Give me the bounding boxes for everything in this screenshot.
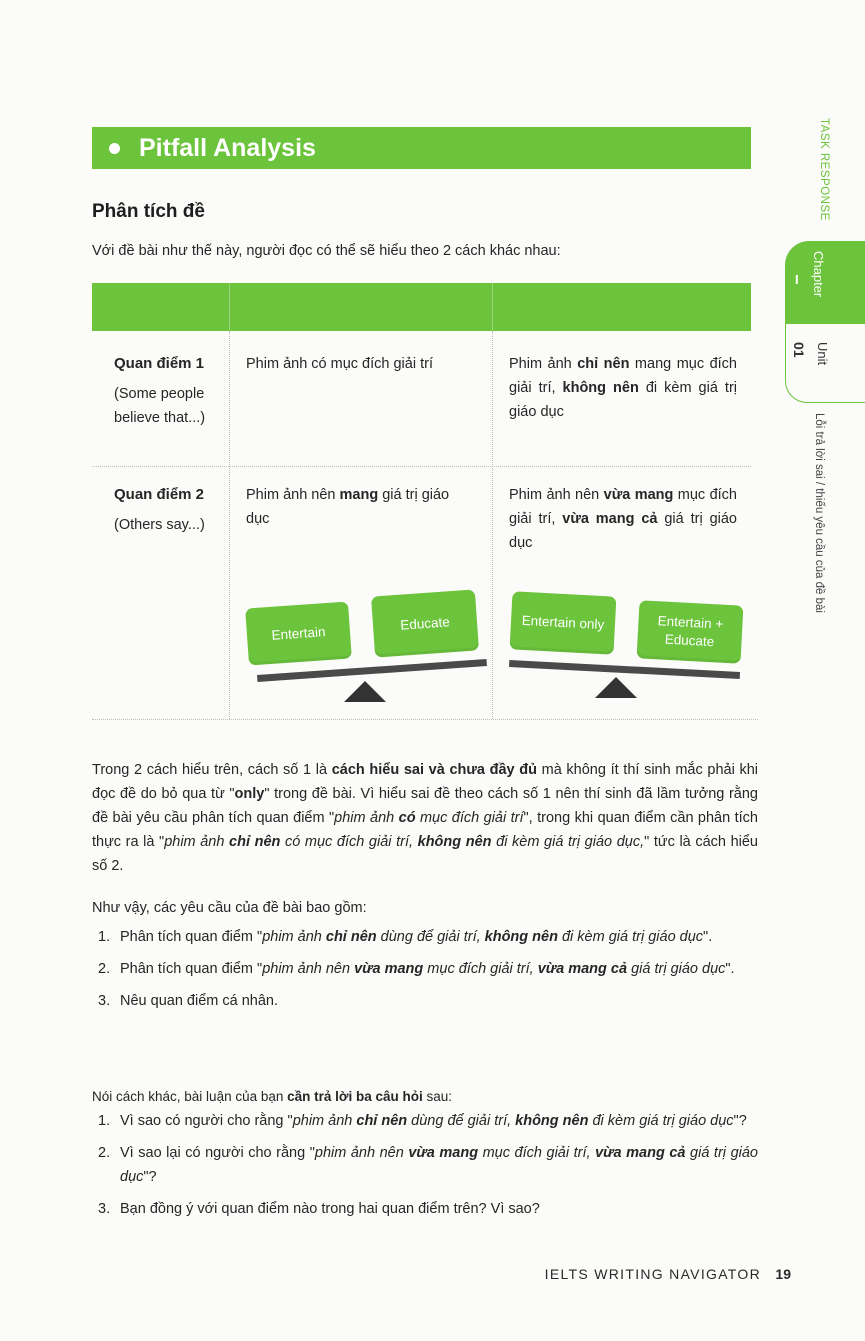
text-run: dùng để giải trí,: [376, 929, 485, 945]
text-run: " tức là cách hiểu số 2.: [92, 834, 758, 874]
requirements-list: [92, 925, 758, 1021]
text-run: Trong 2 cách hiểu trên, cách số 1 là: [92, 762, 332, 778]
section-banner: [92, 127, 751, 169]
list-number: 1.: [98, 1113, 111, 1129]
text-run: phim ảnh: [292, 1113, 357, 1129]
banner-title: Pitfall Analysis: [139, 133, 316, 162]
page-footer: [544, 1266, 791, 1282]
text-run: mục đích giải trí,: [423, 961, 538, 977]
list-item: [92, 1141, 758, 1189]
text-run: chỉ nên: [325, 929, 377, 945]
unit-label: Unit: [815, 342, 830, 366]
row1-label-cell: [114, 352, 224, 430]
row2-label-cell: [114, 483, 224, 537]
list-item: [92, 925, 758, 949]
row1-label: Quan điểm 1: [114, 355, 205, 372]
text-run: mang: [339, 487, 379, 503]
text-run: dùng để giải trí,: [407, 1113, 516, 1129]
list-number: 1.: [98, 929, 111, 945]
text-run: vừa mang cả: [595, 1145, 686, 1161]
text-run: chỉ nên: [356, 1113, 408, 1129]
text-run: Bạn đồng ý với quan điểm nào trong hai quan điểm trên? Vì sao?: [120, 1201, 540, 1217]
section-heading: Phân tích đề: [92, 201, 205, 222]
text-run: không nên: [484, 929, 558, 945]
text-run: đi kèm giá trị giáo dục,: [491, 834, 645, 850]
text-run: vừa mang cả: [562, 511, 658, 527]
page-number: 19: [775, 1266, 791, 1282]
text-run: Phim ảnh: [509, 356, 578, 372]
unit-title: Lỗi trả lời sai / thiếu yêu cầu của đề bài: [813, 413, 825, 613]
scale-right-fulcrum-icon: [595, 677, 637, 698]
text-run: cách hiểu sai và chưa đầy đủ: [331, 762, 537, 778]
text-run: có: [398, 810, 416, 826]
text-run: vừa mang: [408, 1145, 479, 1161]
text-run: chỉ nên: [577, 356, 630, 372]
requirements-intro: Như vậy, các yêu cầu của đề bài bao gồm:: [92, 900, 367, 916]
text-run: Nói cách khác, bài luận của bạn: [92, 1089, 288, 1104]
text-run: vừa mang: [603, 487, 674, 503]
chapter-label: Chapter: [811, 251, 826, 298]
text-run: " trong đề bài. Vì hiểu sai đề theo cách số 1 nên thí sinh đã lầm tưởng rằng đề bài yêu cầu phân tích quan điểm ": [92, 786, 758, 826]
text-run: Vì sao có người cho rằng ": [120, 1113, 293, 1129]
unit-number: 01: [791, 342, 807, 358]
scale-left-fulcrum-icon: [344, 681, 386, 702]
analysis-paragraph: [92, 758, 758, 878]
text-run: phim ảnh: [262, 929, 326, 945]
text-run: không nên: [562, 380, 639, 396]
text-run: vừa mang cả: [537, 961, 628, 977]
text-run: giá trị giáo dục: [627, 961, 726, 977]
text-run: Vì sao lại có người cho rằng ": [120, 1145, 315, 1161]
text-run: đi kèm giá trị giáo dục: [509, 380, 737, 420]
row2-label: Quan điểm 2: [114, 486, 205, 503]
text-run: đi kèm giá trị giáo dục: [557, 929, 704, 945]
text-run: chỉ nên: [229, 834, 281, 850]
text-run: giá trị giáo dục: [246, 487, 450, 527]
text-run: Phim ảnh nên: [509, 487, 604, 503]
text-run: có mục đích giải trí,: [280, 834, 418, 850]
list-item: [92, 957, 758, 981]
unit-tab: [785, 324, 865, 403]
list-number: 2.: [98, 1145, 111, 1161]
questions-list: [92, 1109, 758, 1229]
scale-right-pill-entertain-only: Entertain only: [510, 591, 617, 654]
text-run: Phim ảnh nên: [246, 487, 340, 503]
text-run: mục đích giải trí: [415, 810, 524, 826]
text-run: giá trị giáo dục: [120, 1145, 758, 1185]
sidebar-section-label: TASK RESPONSE: [818, 118, 830, 221]
table-header-bar: [92, 283, 751, 331]
scale-left-pill-entertain: Entertain: [245, 601, 352, 665]
list-item: [92, 1109, 758, 1133]
chapter-number: I: [795, 272, 799, 287]
questions-intro: [92, 1085, 758, 1109]
book-title: IELTS WRITING NAVIGATOR: [544, 1266, 761, 1282]
text-run: phim ảnh: [164, 834, 230, 850]
list-number: 3.: [98, 993, 111, 1009]
list-number: 2.: [98, 961, 111, 977]
row1-col2: Phim ảnh có mục đích giải trí: [246, 356, 433, 372]
text-run: "?: [733, 1113, 747, 1129]
text-run: cần trả lời ba câu hỏi: [287, 1089, 423, 1104]
text-run: không nên: [515, 1113, 589, 1129]
text-run: phim ảnh nên: [262, 961, 355, 977]
text-run: ", trong khi quan điểm cần phân tích thực ra là ": [92, 810, 758, 850]
intro-text: Với đề bài như thế này, người đọc có thể sẽ hiểu theo 2 cách khác nhau:: [92, 243, 561, 259]
row2-col2: [246, 483, 468, 531]
list-item: [92, 1197, 758, 1221]
text-run: Nêu quan điểm cá nhân.: [120, 993, 278, 1009]
text-run: không nên: [417, 834, 492, 850]
bullet-dot-icon: [109, 143, 120, 154]
text-run: đi kèm giá trị giáo dục: [588, 1113, 734, 1129]
list-number: 3.: [98, 1201, 111, 1217]
text-run: sau:: [422, 1089, 453, 1104]
row2-col3: [509, 483, 737, 555]
row2-sub: (Others say...): [114, 517, 205, 533]
text-run: mà không ít thí sinh mắc phải khi đọc đề do bỏ qua từ ": [92, 762, 759, 802]
text-run: "?: [143, 1169, 157, 1185]
scale-right-pill-entertain-educate: Entertain + Educate: [637, 600, 744, 663]
text-run: phim ảnh nên: [314, 1145, 409, 1161]
list-item: [92, 989, 758, 1013]
row1-sub: (Some people believe that...): [114, 386, 206, 426]
text-run: ".: [725, 961, 735, 977]
text-run: vừa mang: [354, 961, 424, 977]
text-run: Phân tích quan điểm ": [120, 961, 263, 977]
text-run: mục đích giải trí,: [509, 487, 737, 527]
scale-left-pill-educate: Educate: [371, 589, 479, 657]
text-run: mục đích giải trí,: [478, 1145, 596, 1161]
text-run: phim ảnh: [334, 810, 399, 826]
text-run: giá trị giáo dục: [509, 511, 737, 551]
text-run: ".: [703, 929, 713, 945]
text-run: mang mục đích giải trí,: [509, 356, 737, 396]
row1-col3: [509, 352, 737, 424]
text-run: Phân tích quan điểm ": [120, 929, 263, 945]
text-run: only: [234, 786, 265, 802]
chapter-tab: [785, 241, 865, 324]
